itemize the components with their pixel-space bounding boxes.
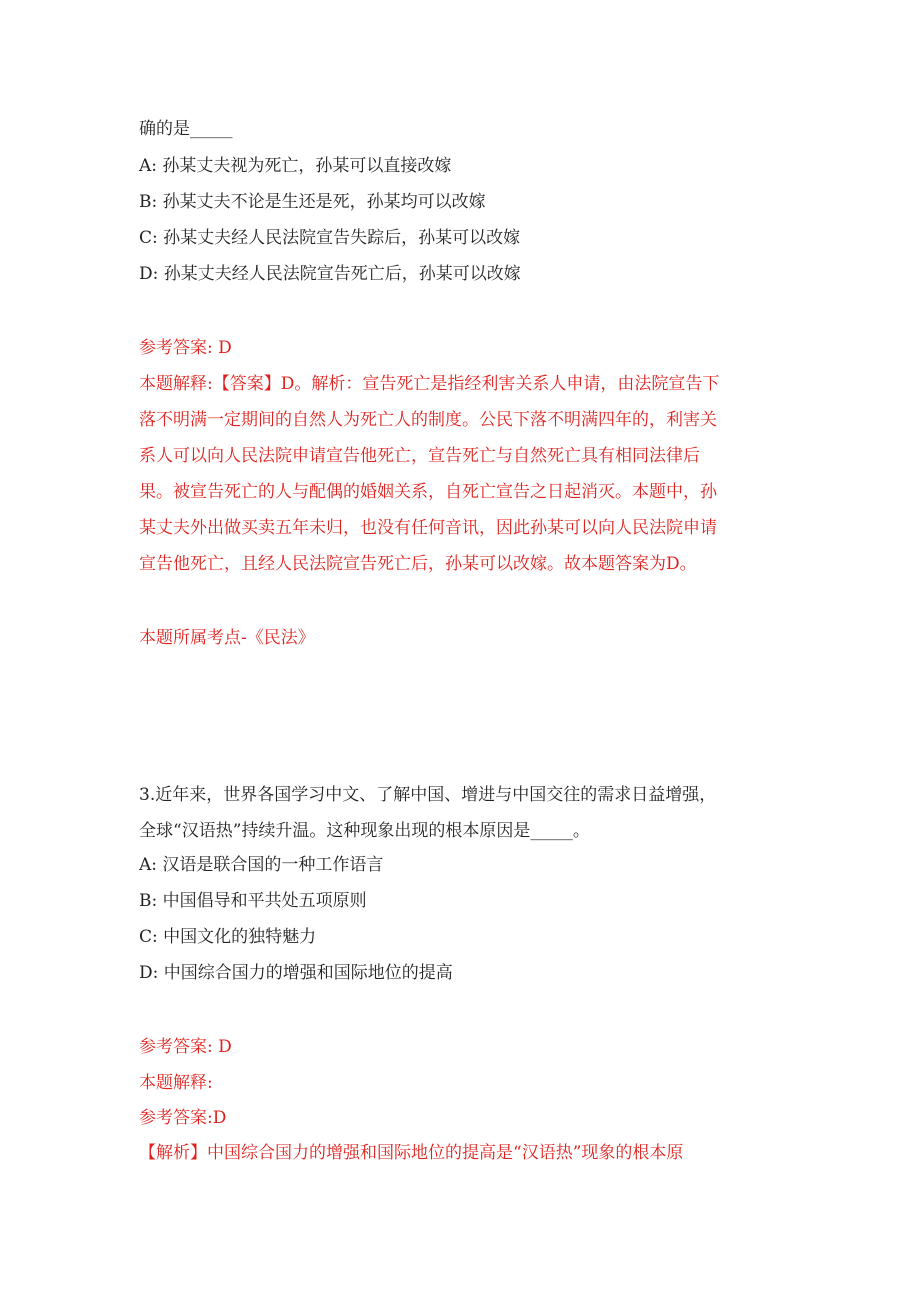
explanation-line: 落不明满一定期间的自然人为死亡人的制度。公民下落不明满四年的，利害关	[139, 410, 717, 430]
answer-label: 参考答案: D	[139, 1037, 232, 1057]
answer-label: 参考答案: D	[139, 338, 232, 358]
option-c: C: 孙某丈夫经人民法院宣告失踪后，孙某可以改嫁	[139, 228, 521, 248]
answer-label-alt: 参考答案:D	[139, 1108, 227, 1128]
explanation-line: 某丈夫外出做买卖五年未归，也没有任何音讯，因此孙某可以向人民法院申请	[139, 518, 717, 538]
question-stem-tail: 确的是_____	[139, 119, 233, 139]
option-d: D: 中国综合国力的增强和国际地位的提高	[139, 963, 453, 983]
explanation-label: 本题解释:	[139, 1073, 213, 1093]
topic-label: 本题所属考点-《民法》	[139, 628, 315, 648]
analysis-line: 【解析】中国综合国力的增强和国际地位的提高是“汉语热”现象的根本原	[139, 1143, 684, 1163]
option-a: A: 孙某丈夫视为死亡，孙某可以直接改嫁	[139, 156, 452, 176]
option-a: A: 汉语是联合国的一种工作语言	[139, 855, 384, 875]
option-b: B: 中国倡导和平共处五项原则	[139, 891, 367, 911]
question-stem: 3.近年来，世界各国学习中文、了解中国、增进与中国交往的需求日益增强，	[139, 785, 717, 805]
option-d: D: 孙某丈夫经人民法院宣告死亡后，孙某可以改嫁	[139, 264, 521, 284]
option-c: C: 中国文化的独特魅力	[139, 927, 317, 947]
explanation-line: 系人可以向人民法院申请宣告他死亡，宣告死亡与自然死亡具有相同法律后	[139, 446, 700, 466]
explanation-line: 宣告他死亡，且经人民法院宣告死亡后，孙某可以改嫁。故本题答案为D。	[139, 554, 697, 574]
option-b: B: 孙某丈夫不论是生还是死，孙某均可以改嫁	[139, 192, 486, 212]
explanation-line: 本题解释:【答案】D。解析：宣告死亡是指经利害关系人申请，由法院宣告下	[139, 374, 720, 394]
question-stem: 全球“汉语热”持续升温。这种现象出现的根本原因是_____。	[139, 821, 590, 841]
explanation-line: 果。被宣告死亡的人与配偶的婚姻关系，自死亡宣告之日起消灭。本题中，孙	[139, 482, 717, 502]
